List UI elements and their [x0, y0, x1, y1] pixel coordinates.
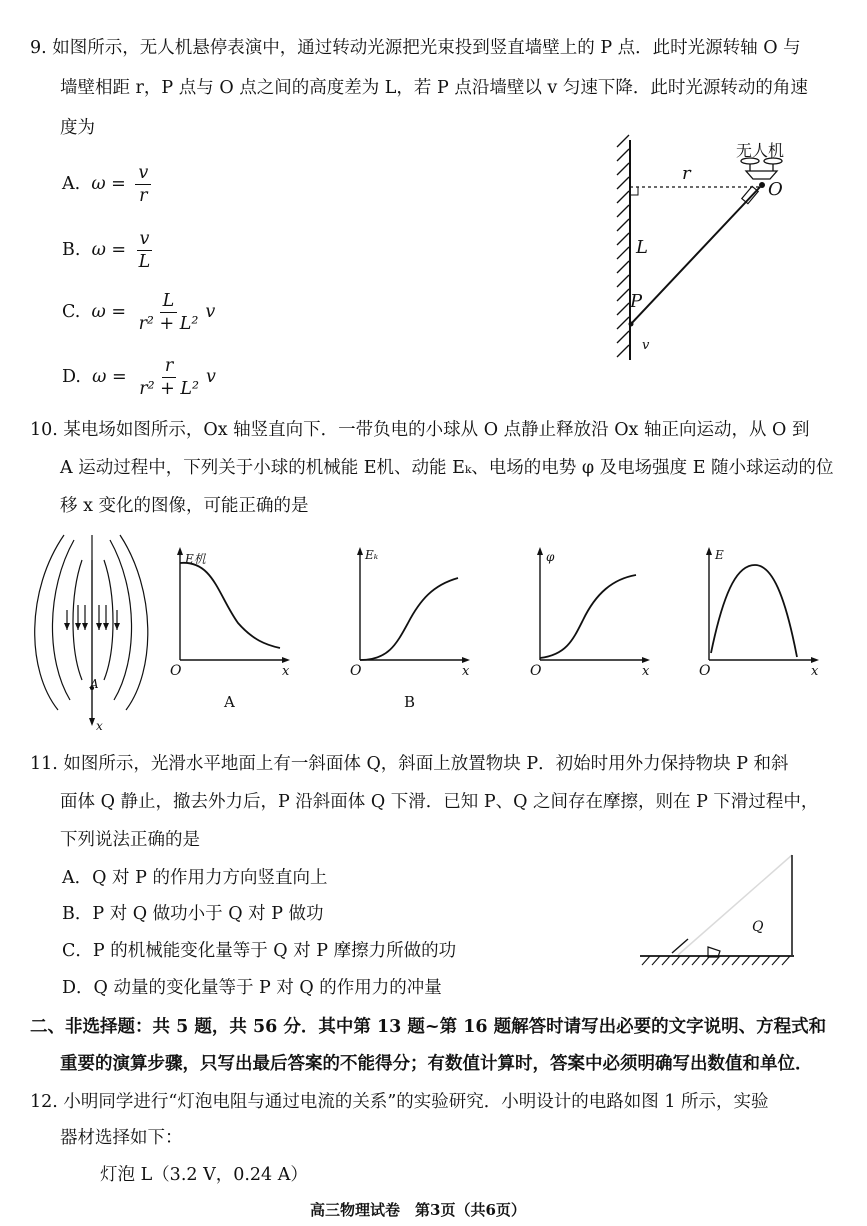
label-v: v — [642, 338, 650, 353]
curve-kinetic-energy — [360, 578, 458, 660]
q9-line1: 9. 如图所示，无人机悬停表演中，通过转动光源把光束投到竖直墙壁上的 P 点．此时光源转轴 O 与 — [30, 38, 801, 58]
svg-text:x: x — [811, 664, 819, 679]
svg-text:E机: E机 — [185, 552, 206, 566]
svg-text:x: x — [642, 664, 650, 679]
q11-line2: 面体 Q 静止，撤去外力后，P 沿斜面体 Q 下滑．已知 P、Q 之间存在摩擦，则在 P 下滑过程中， — [60, 792, 819, 812]
point-p — [629, 322, 634, 327]
svg-text:O: O — [170, 663, 182, 679]
label-l: L — [636, 237, 648, 258]
graph-a — [168, 545, 298, 710]
svg-text:Eₖ: Eₖ — [365, 548, 379, 562]
q11-option-b[interactable]: B．P 对 Q 做功小于 Q 对 P 做功 — [62, 904, 324, 924]
q9-figure — [600, 135, 860, 365]
q12-line2: 器材选择如下： — [60, 1128, 183, 1148]
q11-option-c[interactable]: C．P 的机械能变化量等于 Q 对 P 摩擦力所做的功 — [62, 941, 457, 961]
q10-line3: 移 x 变化的图像，可能正确的是 — [60, 496, 309, 516]
graph-c — [528, 545, 658, 710]
svg-text:B: B — [404, 693, 416, 711]
label-p: P — [630, 291, 643, 312]
q11-figure — [638, 855, 798, 970]
curve-field-strength — [711, 565, 797, 657]
q9-option-a[interactable]: A. ω = $\frac{v}{r}$ — [62, 162, 155, 207]
q12-line3: 灯泡 L（3.2 V，0.24 A） — [100, 1165, 308, 1185]
svg-text:O: O — [699, 663, 711, 679]
light-beam — [630, 187, 760, 325]
graph-b — [348, 545, 478, 710]
svg-text:x: x — [462, 664, 470, 679]
graph-d — [697, 545, 827, 710]
label-a: A — [90, 677, 99, 691]
svg-text:O: O — [350, 663, 362, 679]
curve-mechanical-energy — [180, 563, 280, 648]
q12-line1: 12. 小明同学进行“灯泡电阻与通过电流的关系”的实验研究．小明设计的电路如图 1 所示，实验 — [30, 1092, 769, 1112]
svg-text:O: O — [530, 663, 542, 679]
q9-option-c[interactable]: C. ω = $\frac{L}{\text{r² + L²}}$ v — [62, 291, 216, 334]
label-o: O — [768, 179, 783, 200]
section2-line1: 二、非选择题：共 5 题，共 56 分．其中第 13 题~第 16 题解答时请写出必要的文字说明、方程式和 — [30, 1017, 827, 1037]
label-q: Q — [752, 919, 764, 935]
svg-text:φ: φ — [546, 550, 555, 564]
svg-text:x: x — [282, 664, 290, 679]
q9-option-b[interactable]: B. ω = $\frac{v}{L}$ — [62, 228, 157, 273]
q11-line3: 下列说法正确的是 — [60, 830, 200, 850]
electric-field-figure — [36, 530, 146, 735]
section2-line2: 重要的演算步骤，只写出最后答案的不能得分；有数值计算时，答案中必须明确写出数值和单位． — [60, 1054, 813, 1074]
q10-line2: A 运动过程中，下列关于小球的机械能 E机、动能 Eₖ、电场的电势 φ 及电场强度 E 随小球运动的位 — [60, 458, 834, 478]
drone-label: 无人机 — [736, 141, 785, 160]
pivot-o — [759, 182, 765, 188]
svg-text:A: A — [224, 693, 235, 711]
q11-option-a[interactable]: A．Q 对 P 的作用力方向竖直向上 — [62, 868, 328, 888]
q9-line2: 墙壁相距 r，P 点与 O 点之间的高度差为 L，若 P 点沿墙壁以 v 匀速下降．此时光源转动的角速 — [60, 78, 808, 98]
drone-icon — [741, 158, 782, 179]
curve-potential — [540, 575, 636, 658]
q11-option-d[interactable]: D．Q 动量的变化量等于 P 对 Q 的作用力的冲量 — [62, 978, 442, 998]
incline-slope — [678, 855, 792, 955]
label-r: r — [682, 163, 691, 184]
q9-line3: 度为 — [60, 118, 95, 138]
q11-line1: 11. 如图所示，光滑水平地面上有一斜面体 Q，斜面上放置物块 P．初始时用外力保持物块 P 和斜 — [30, 754, 789, 774]
q9-option-d[interactable]: D. ω = $\frac{r}{\text{r² + L²}}$ v — [62, 356, 216, 399]
q10-line1: 10. 某电场如图所示，Ox 轴竖直向下．一带负电的小球从 O 点静止释放沿 Ox 轴正向运动，从 O 到 — [30, 420, 810, 440]
label-x: x — [96, 719, 103, 733]
svg-text:E: E — [715, 548, 724, 562]
page-footer: 高三物理试卷 第3页（共6页） — [310, 1201, 526, 1219]
